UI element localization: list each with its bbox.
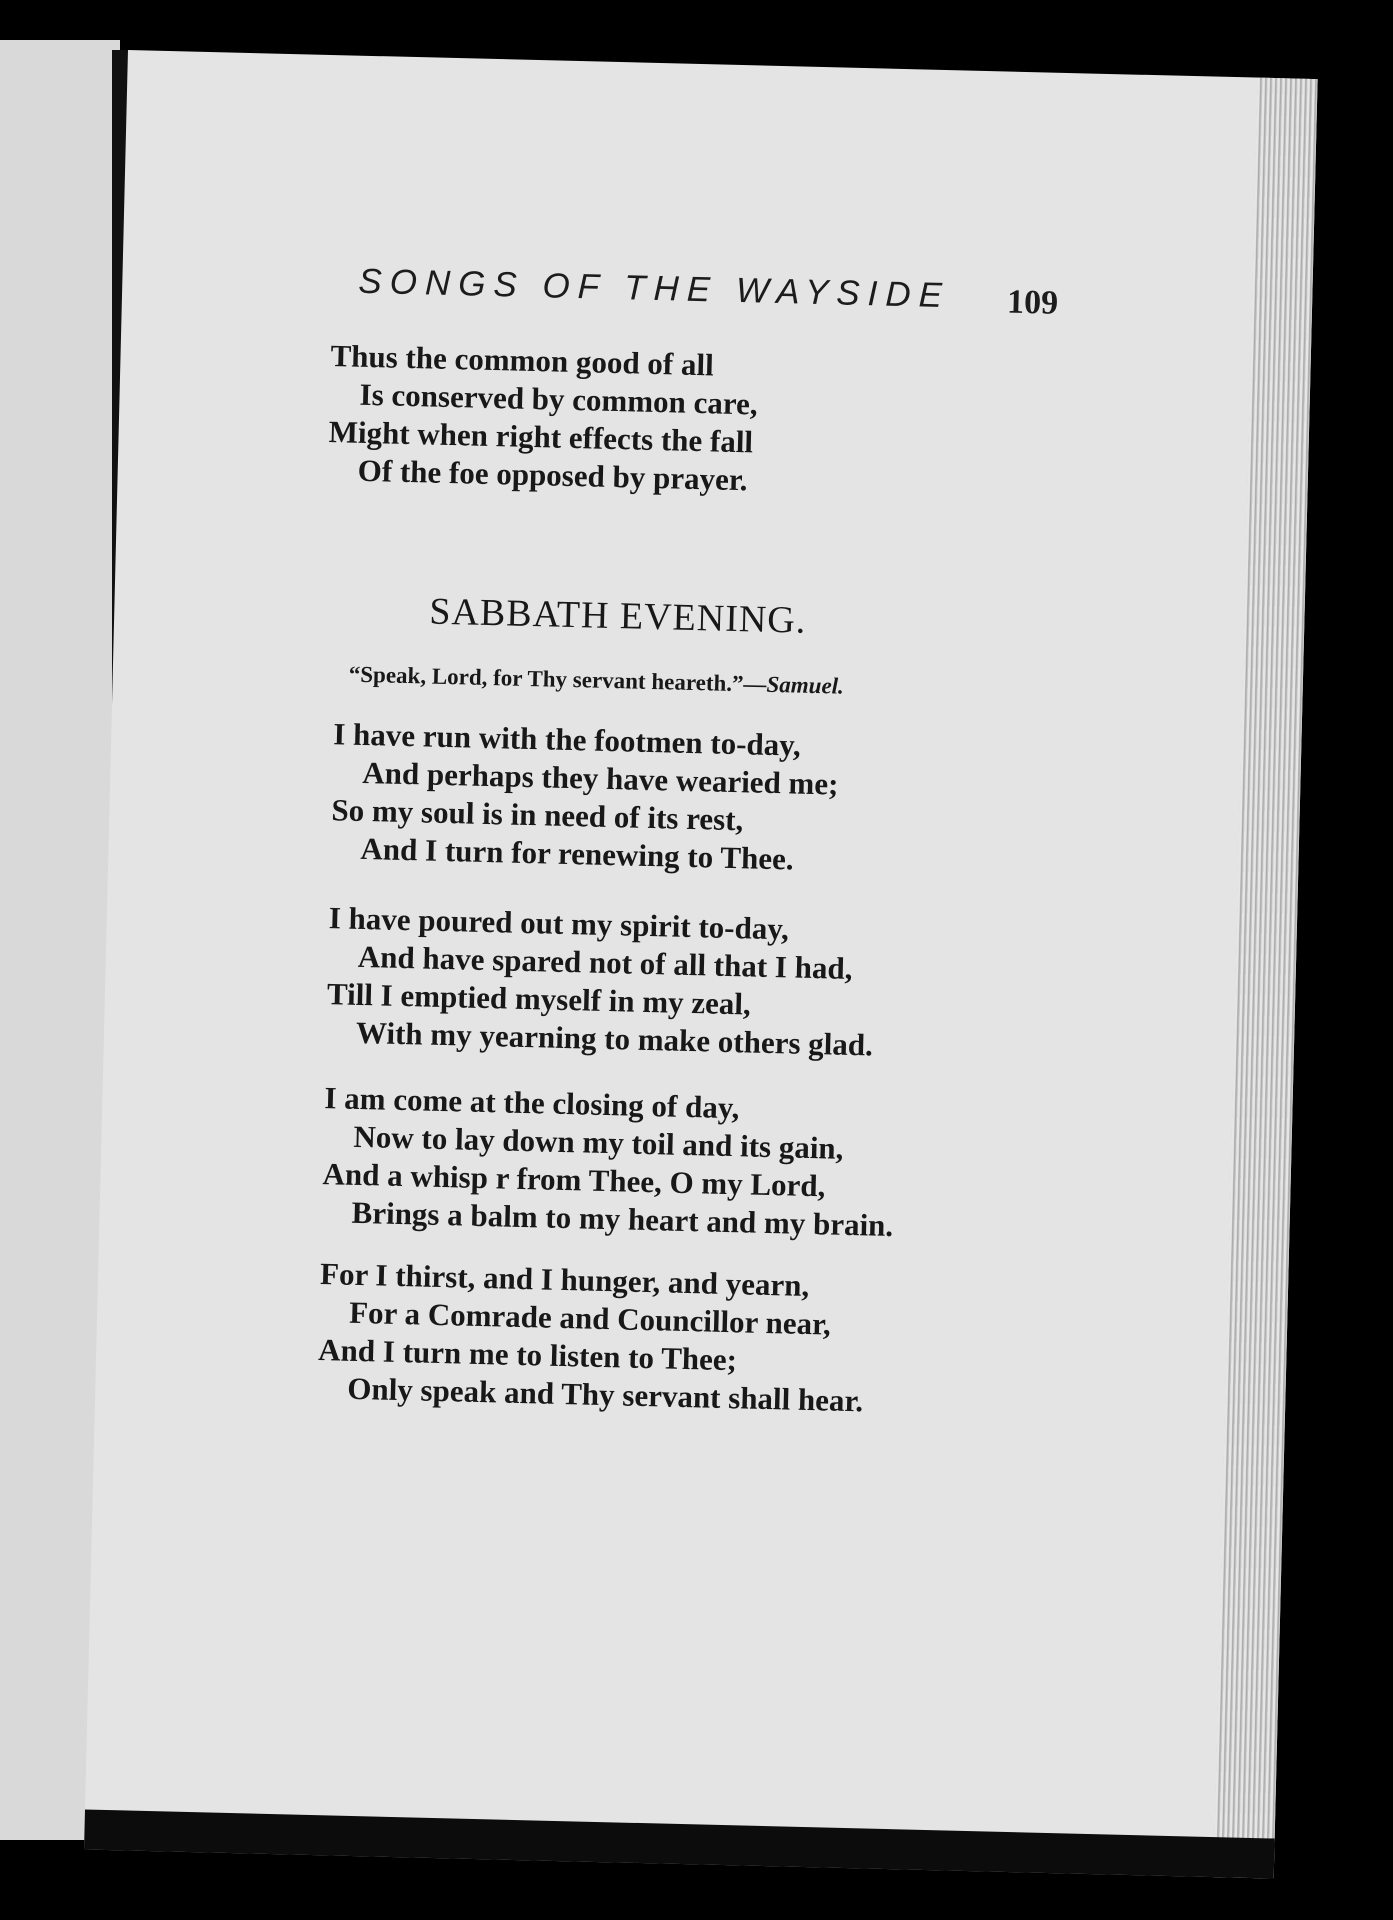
poem-line: I have poured out my spirit to-day, [328,900,790,947]
poem-line: With my yearning to make others glad. [355,1014,874,1063]
book-page [84,50,1318,1879]
poem-line: Is conserved by common care, [359,376,759,422]
poem-line: Might when right effects the fall [328,414,754,460]
epigraph-source: —Samuel. [743,671,845,699]
poem-line: Thus the common good of all [330,338,715,383]
epigraph [348,662,844,700]
running-head: SONGS OF THE WAYSIDE [357,261,951,316]
poem-line: So my soul is in need of its rest, [331,792,744,838]
page-edge-stack [1214,78,1318,1879]
epigraph-quote: “Speak, Lord, for Thy servant heareth.” [348,661,744,697]
poem-line: And I turn for renewing to Thee. [360,830,795,877]
poem-line: And perhaps they have wearied me; [361,754,839,802]
poem-line: Of the foe opposed by prayer. [357,452,748,498]
stanza [330,715,840,879]
page-bottom-shadow [84,1809,1275,1878]
stanza [317,1255,867,1420]
poem-line: And have spared not of all that I had, [357,938,853,986]
opening-stanza [327,337,759,499]
poem-line: And I turn me to listen to Thee; [317,1332,738,1378]
poem-line: Brings a balm to my heart and my brain. [351,1194,894,1244]
poem-line: For a Comrade and Councillor near, [348,1294,832,1342]
poem-line: Now to lay down my toil and its gain, [353,1118,844,1166]
poem-line: Only speak and Thy servant shall hear. [346,1370,864,1419]
poem-line: For I thirst, and I hunger, and yearn, [319,1256,810,1304]
stanza [321,1079,896,1245]
poem-line: Till I emptied myself in my zeal, [326,976,752,1022]
poem-title: SABBATH EVENING. [428,590,807,642]
poem-line: And a whisp r from Thee, O my Lord, [322,1156,826,1204]
poem-line: I have run with the footmen to-day, [332,716,802,763]
page-number: 109 [1006,283,1059,322]
poem-line: I am come at the closing of day, [324,1080,740,1126]
stanza [326,899,877,1064]
